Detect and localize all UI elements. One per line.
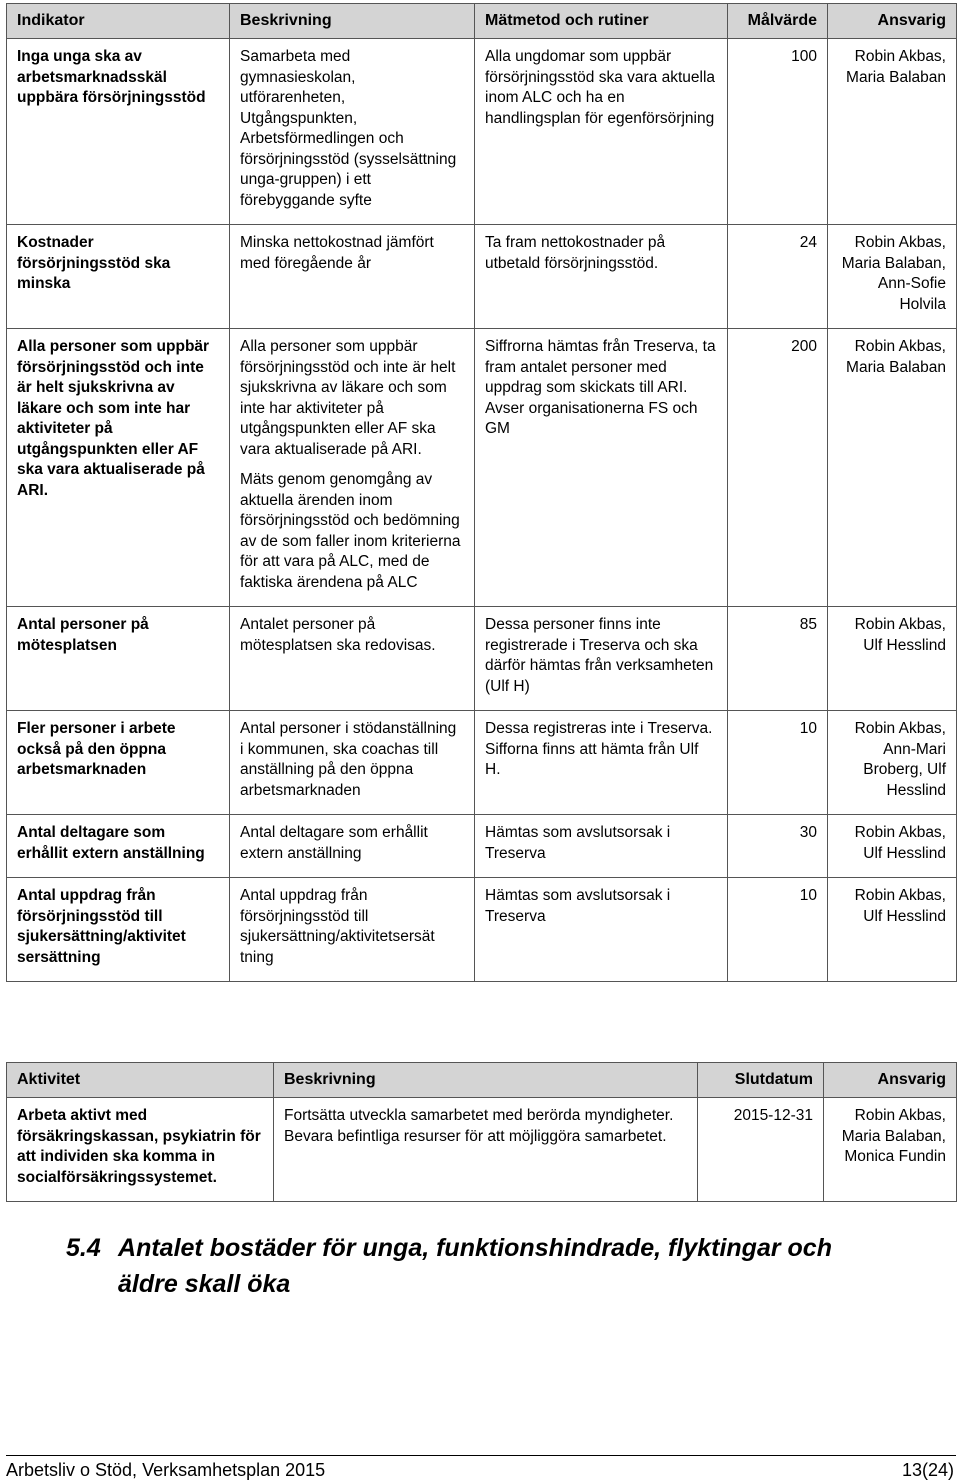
table-row xyxy=(7,225,957,329)
activity-description-cell: Fortsätta utveckla samarbetet med berörda myndigheter. Bevara befintliga resurser för att möjliggöra samarbetet. xyxy=(274,1098,698,1202)
target-cell: 100 xyxy=(728,39,828,225)
table-row xyxy=(7,1098,957,1202)
indicator-cell: Antal deltagare som erhållit extern anställning xyxy=(7,815,230,878)
description-cell: Samarbeta med gymnasieskolan, utförarenheten, Utgångspunkten, Arbetsförmedlingen och försörjningsstöd (sysselsättning unga-gruppen) i ett förebyggande syfte xyxy=(230,39,475,225)
method-cell: Siffrorna hämtas från Treserva, ta fram antalet personer med uppdrag som skickats till ARI. Avser organisationerna FS och GM xyxy=(475,329,728,607)
target-cell: 10 xyxy=(728,878,828,982)
table-row xyxy=(7,329,957,607)
description-cell: Antal personer i stödanställning i kommunen, ska coachas till anställning på den öppna arbetsmarknaden xyxy=(230,711,475,815)
indicator-cell: Antal personer på mötesplatsen xyxy=(7,607,230,711)
activity-responsible-cell: Robin Akbas, Maria Balaban, Monica Fundin xyxy=(824,1098,957,1202)
method-cell: Ta fram nettokostnader på utbetald försörjningsstöd. xyxy=(475,225,728,329)
method-cell: Dessa registreras inte i Treserva. Sifforna finns att hämta från Ulf H. xyxy=(475,711,728,815)
description-paragraph: Alla personer som uppbär försörjningsstöd och inte är helt sjukskrivna av läkare och som inte har aktiviteter på utgångspunkten eller AF ska vara aktualiserade på ARI. xyxy=(240,338,456,458)
activity-cell: Arbeta aktivt med försäkringskassan, psykiatrin för att individen ska komma in socialförsäkringssystemet. xyxy=(7,1098,274,1202)
header-target: Målvärde xyxy=(728,4,828,39)
header-end-date: Slutdatum xyxy=(698,1063,824,1098)
section-number: 5.4 xyxy=(66,1234,101,1262)
indicator-cell: Fler personer i arbete också på den öppna arbetsmarknaden xyxy=(7,711,230,815)
footer-page-number: 13(24) xyxy=(901,1460,954,1480)
activity-table-header xyxy=(7,1063,957,1098)
indicator-cell: Inga unga ska av arbetsmarknadsskäl uppbära försörjningsstöd xyxy=(7,39,230,225)
header-responsible: Ansvarig xyxy=(828,4,957,39)
description-cell xyxy=(230,329,475,607)
indicator-cell: Kostnader försörjningsstöd ska minska xyxy=(7,225,230,329)
target-cell: 30 xyxy=(728,815,828,878)
target-cell: 24 xyxy=(728,225,828,329)
header-method: Mätmetod och rutiner xyxy=(475,4,728,39)
header-activity-responsible: Ansvarig xyxy=(824,1063,957,1098)
activity-table xyxy=(6,1062,957,1202)
target-cell: 10 xyxy=(728,711,828,815)
responsible-cell: Robin Akbas, Maria Balaban, Ann-Sofie Holvila xyxy=(828,225,957,329)
responsible-cell: Robin Akbas, Ulf Hesslind xyxy=(828,607,957,711)
table-row xyxy=(7,878,957,982)
method-cell: Alla ungdomar som uppbär försörjningsstöd ska vara aktuella inom ALC och ha en handlingsplan för egenförsörjning xyxy=(475,39,728,225)
indicator-cell: Antal uppdrag från försörjningsstöd till sjukersättning/aktivitet sersättning xyxy=(7,878,230,982)
responsible-cell: Robin Akbas, Ulf Hesslind xyxy=(828,815,957,878)
header-description: Beskrivning xyxy=(230,4,475,39)
responsible-cell: Robin Akbas, Maria Balaban xyxy=(828,39,957,225)
section-title-line1: Antalet bostäder för unga, funktionshindrade, flyktingar och xyxy=(118,1234,832,1262)
method-cell: Dessa personer finns inte registrerade i Treserva och ska därför hämtas från verksamheten (Ulf H) xyxy=(475,607,728,711)
table-row xyxy=(7,39,957,225)
method-cell: Hämtas som avslutsorsak i Treserva xyxy=(475,815,728,878)
responsible-cell: Robin Akbas, Maria Balaban xyxy=(828,329,957,607)
table-row xyxy=(7,607,957,711)
section-title-line2: äldre skall öka xyxy=(118,1270,291,1298)
header-indicator: Indikator xyxy=(7,4,230,39)
header-activity-description: Beskrivning xyxy=(274,1063,698,1098)
description-cell: Antal uppdrag från försörjningsstöd till sjukersättning/aktivitetsersät tning xyxy=(230,878,475,982)
target-cell: 85 xyxy=(728,607,828,711)
indicator-table xyxy=(6,3,957,982)
table-row xyxy=(7,815,957,878)
section-heading xyxy=(66,1230,926,1302)
page-footer xyxy=(6,1455,956,1480)
description-cell: Antal deltagare som erhållit extern anställning xyxy=(230,815,475,878)
description-cell: Minska nettokostnad jämfört med föregående år xyxy=(230,225,475,329)
indicator-cell: Alla personer som uppbär försörjningsstöd och inte är helt sjukskrivna av läkare och som inte har aktiviteter på utgångspunkten eller AF ska vara aktualiserade på ARI. xyxy=(7,329,230,607)
table-row xyxy=(7,711,957,815)
footer-document-title: Arbetsliv o Stöd, Verksamhetsplan 2015 xyxy=(6,1460,326,1480)
responsible-cell: Robin Akbas, Ulf Hesslind xyxy=(828,878,957,982)
responsible-cell: Robin Akbas, Ann-Mari Broberg, Ulf Hesslind xyxy=(828,711,957,815)
method-cell: Hämtas som avslutsorsak i Treserva xyxy=(475,878,728,982)
description-cell: Antalet personer på mötesplatsen ska redovisas. xyxy=(230,607,475,711)
header-activity: Aktivitet xyxy=(7,1063,274,1098)
indicator-table-header xyxy=(7,4,957,39)
description-paragraph-2: Mäts genom genomgång av aktuella ärenden inom försörjningsstöd och bedömning av de som faller inom kriterierna för att vara på ALC, med de faktiska ärendena på ALC xyxy=(240,471,461,591)
target-cell: 200 xyxy=(728,329,828,607)
end-date-cell: 2015-12-31 xyxy=(698,1098,824,1202)
